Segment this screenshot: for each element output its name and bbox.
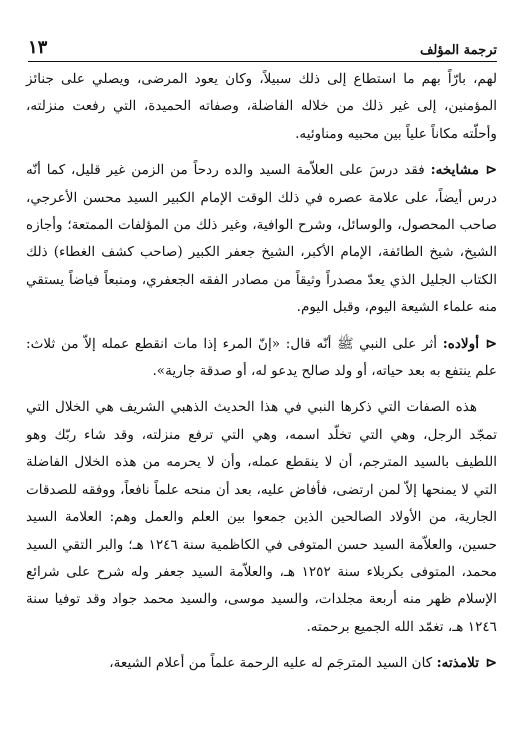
page-body: [26, 66, 497, 687]
paragraph-students: [26, 650, 497, 677]
paragraph-intro: [26, 66, 497, 148]
section-arrow-icon: ⊲: [485, 655, 497, 672]
paragraph-teachers: [26, 157, 497, 321]
paragraph-children: [26, 331, 497, 386]
paragraph-text: فقد درسَ على العلاّمة السيد والده ردحاً من الزمن غير قليل، كما أنّه درس أيضاً، على علامة عصره في ذلك الوقت الإمام الكبير السيد محسن الأعرجي، صاحب المحصول، والوسائل، وشرح الوافية، وغير ذلك من المؤلفات الممتعة؛ وأجازه الشيخ، شيخ الطائفة، الإمام الأكبر، الشيخ جعفر الكبير (صاحب كشف الغطاء) ذلك الكتاب الجليل الذي يعدّ مصدراً وثيقاً من مصادر الفقه الجعفري، ومنبعاً فياضاً يستقي منه علماء الشيعة اليوم، وقبل اليوم.: [26, 162, 497, 316]
section-arrow-icon: ⊲: [485, 162, 497, 179]
section-arrow-icon: ⊲: [485, 335, 497, 352]
paragraph-text: لهم، بارّاً بهم ما استطاع إلى ذلك سبيلاً، وكان يعود المرضى، ويصلي على جنائز المؤمنين، إلى غير ذلك من خلاله الفاضلة، وصفاته الحميدة، التي رفعت منزلته، وأحلّته مكاناً علياً بين محبيه ومناوئيه.: [26, 71, 497, 142]
section-heading: أولاده:: [442, 335, 479, 352]
paragraph-text: كان السيد المترجَم له عليه الرحمة علماً من أعلام الشيعة،: [109, 655, 437, 672]
running-title: ترجمة المؤلف: [419, 43, 497, 58]
paragraph-text: أثر على النبي ﷺ أنّه قال: «إنّ المرء إذا مات انقطع عمله إلاّ من ثلاث: علم ينتفع به بعد حياته، أو ولد صالح يدعو له، أو صدقة جارية».: [26, 335, 497, 380]
page-header: [28, 36, 497, 62]
paragraph-hadith-commentary: [26, 394, 497, 641]
page-number: ١٣: [28, 37, 48, 58]
paragraph-text: هذه الصفات التي ذكرها النبي في هذا الحديث الذهبي الشريف هي الخلال التي تمجّد الرجل، وهي التي تخلّد اسمه، وهي التي ترفع منزلته، وقد شاء ربّك وهو اللطيف بالسيد المترجم، أن لا ينقطع عمله، وأن لا يحرمه من هذه الخلال الفاضلة التي لا يمنحها إلاّ لمن ارتضى، فأفاض عليه، بعد أن منحه علماً نافعاً، ووفقه للصدقات الجارية، من الأولاد الصالحين الذين جمعوا بين العلم والعمل وهم: العلامة السيد حسين، والعلاّمة السيد حسن المتوفى في الكاظمية سنة ١٢٤٦ هـ؛ والبر التقي السيد محمد، المتوفى بكربلاء سنة ١٢٥٢ هـ، والعلاّمة السيد جعفر وله شرح على شرائع الإسلام ظهر منه أربعة مجلدات، والسيد موسى، والسيد محمد جواد وقد توفيا سنة ١٢٤٦ هـ، تغمّد الله الجميع برحمته.: [26, 399, 497, 635]
section-heading: تلامذته:: [436, 655, 479, 672]
section-heading: مشايخه:: [430, 162, 479, 179]
